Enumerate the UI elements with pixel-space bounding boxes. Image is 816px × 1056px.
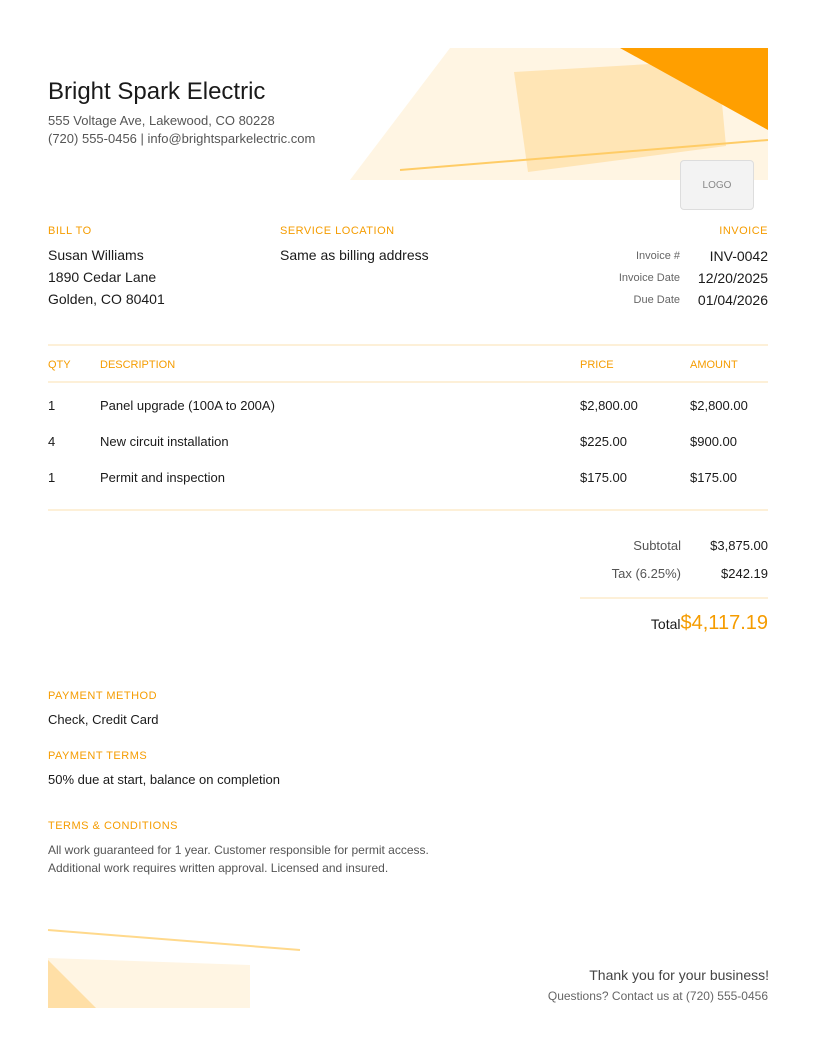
payment-terms-value: 50% due at start, balance on completion (48, 772, 280, 787)
invoice-date: 12/20/2025 (697, 270, 768, 286)
col-amount: AMOUNT (690, 359, 738, 371)
payment-method-label: PAYMENT METHOD (48, 690, 158, 702)
footer-contact: Questions? Contact us at (720) 555-0456 (547, 989, 768, 1003)
company-address: 555 Voltage Ave, Lakewood, CO 80228 (48, 113, 275, 128)
payment-method-value: Check, Credit Card (48, 712, 159, 727)
company-name: Bright Spark Electric (48, 78, 266, 105)
due-date: 01/04/2026 (697, 292, 768, 308)
subtotal-value: $3,875.00 (710, 538, 768, 553)
company-contact: (720) 555-0456 | info@brightsparkelectric.com (48, 131, 316, 146)
row-description: Panel upgrade (100A to 200A) (100, 398, 275, 413)
bill-to-block (48, 244, 165, 310)
invoice-label: INVOICE (719, 225, 768, 237)
invoice-number: INV-0042 (709, 248, 768, 264)
col-qty: QTY (48, 359, 71, 371)
footer-decoration (0, 920, 320, 1020)
tax-value: $242.19 (721, 566, 768, 581)
row-description: New circuit installation (100, 434, 229, 449)
col-description: DESCRIPTION (100, 359, 176, 371)
col-price: PRICE (580, 359, 614, 371)
table-header-divider (48, 381, 768, 383)
table-row (48, 398, 768, 418)
customer-name: Susan Williams (48, 247, 144, 263)
terms-line: Additional work requires written approval. Licensed and insured. (48, 861, 389, 875)
subtotal-label: Subtotal (633, 538, 681, 553)
row-qty: 4 (48, 434, 56, 449)
row-price: $2,800.00 (580, 398, 638, 413)
invoice-number-row (580, 245, 768, 267)
table-row (48, 470, 768, 490)
row-description: Permit and inspection (100, 470, 226, 485)
terms-label: TERMS & CONDITIONS (48, 820, 179, 832)
total-value: $4,117.19 (680, 612, 768, 634)
logo-placeholder: LOGO (680, 160, 754, 210)
row-amount: $900.00 (690, 434, 737, 449)
row-qty: 1 (48, 470, 56, 485)
tax-label: Tax (6.25%) (611, 566, 681, 581)
invoice-number-label: Invoice # (635, 250, 680, 262)
customer-city: Golden, CO 80401 (48, 291, 165, 307)
table-top-divider (48, 344, 768, 346)
table-row (48, 434, 768, 454)
payment-terms-label: PAYMENT TERMS (48, 750, 148, 762)
invoice-date-label: Invoice Date (618, 272, 680, 284)
total-row (651, 612, 768, 635)
service-location-label: SERVICE LOCATION (280, 225, 395, 237)
row-price: $225.00 (580, 434, 627, 449)
customer-street: 1890 Cedar Lane (48, 269, 157, 285)
terms-text (48, 841, 429, 877)
total-divider (580, 597, 768, 599)
table-bottom-divider (48, 509, 768, 511)
service-location-value: Same as billing address (280, 247, 429, 263)
row-amount: $2,800.00 (690, 398, 748, 413)
invoice-date-row (580, 267, 768, 289)
row-amount: $175.00 (690, 470, 737, 485)
row-price: $175.00 (580, 470, 627, 485)
terms-line: All work guaranteed for 1 year. Customer responsible for permit access. (48, 843, 429, 857)
due-date-label: Due Date (633, 294, 680, 306)
company-address-block (48, 112, 315, 148)
total-label: Total (650, 616, 681, 632)
due-date-row (580, 289, 768, 311)
row-qty: 1 (48, 398, 56, 413)
table-header (48, 359, 768, 379)
thank-you-message: Thank you for your business! (589, 967, 769, 983)
bill-to-label: BILL TO (48, 225, 92, 237)
